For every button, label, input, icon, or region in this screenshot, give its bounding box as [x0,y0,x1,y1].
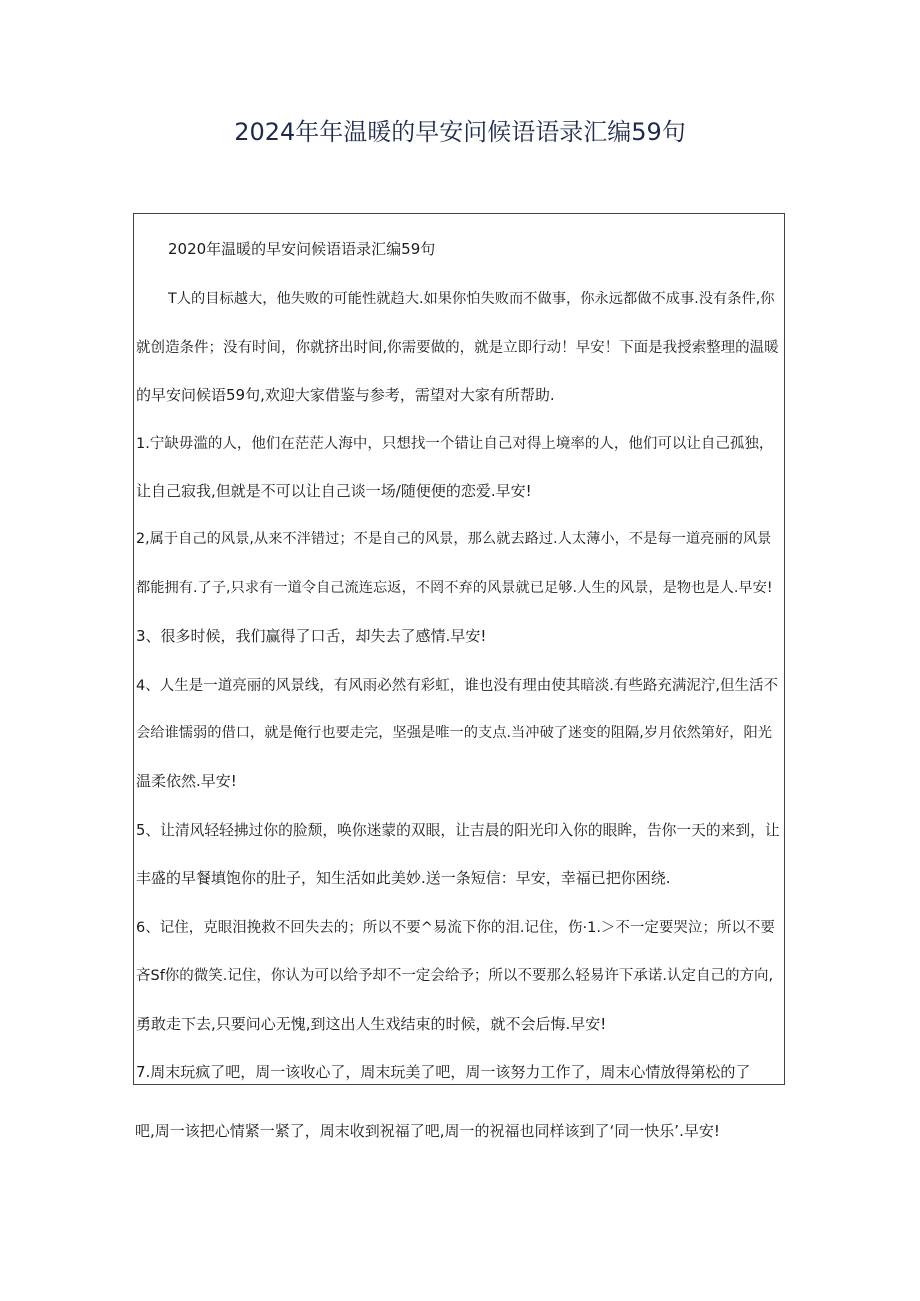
paragraph-line: 7.周末玩疯了吧，周一该收心了，周末玩美了吧，周一该努力工作了，周末心情放得第松的了 [136,1063,751,1081]
paragraph-line: 就创造条件；没有时间，你就挤出时间,你需要做的，就是立即行动！早安！下面是我授索整理的温暖 [136,340,779,356]
paragraph-line: 的早安问候语59句,欢迎大家借鉴与参考，需望对大家有所帮助. [136,386,555,404]
paragraph-line: 4、人生是一道亮丽的风景线，有风雨必然有彩虹，谁也没有理由使其暗淡.有些路充满泥泞,但生活不 [136,678,778,694]
paragraph-line: 吝Sf你的微笑.记住，你认为可以给予却不一定会给予；所以不要那么轻易许下承诺.认定自己的方向, [136,968,774,984]
content-frame [133,213,785,1085]
paragraph-line: 让自己寂我,但就是不可以让自己谈一场/随便便的恋爱.早安! [136,482,532,500]
paragraph-line: T人的目标越大，他失败的可能性就趋大.如果你怕失败而不做事，你永远都做不成事.没有条件,你 [168,291,775,307]
paragraph-line: 丰盛的早餐填饱你的肚子，知生活如此美妙.送一条短信：早安，幸福已把你困绕. [136,869,671,887]
paragraph-line: 勇敢走下去,只要问心无愧,到这出人生戏结束的时候，就不会后悔.早安! [136,1015,607,1033]
article-heading: 2020年温暖的早安问候语语录汇编59句 [168,240,436,258]
paragraph-line: 6、记住，克眼泪挽救不回失去的；所以不要^易流下你的泪.记住，伤·1.＞不一定要哭泣；所以不要 [136,920,775,936]
paragraph-line: 3、很多时候，我们赢得了口舌，却失去了感情.早安! [136,627,487,645]
paragraph-line: 5、让清风轻轻拂过你的脸颓，唤你迷蒙的双眼，让吉晨的阳光印入你的眼眸，告你一天的来到，让 [136,822,780,839]
paragraph-line: 1.宁缺毋滥的人，他们在茫茫人海中，只想找一个错让自己对得上境率的人，他们可以让自己孤独， [136,436,774,452]
paragraph-line: 会给谁懦弱的借口，就是俺行也要走完，坚强是唯一的支点.当冲破了迷变的阻隔,岁月依然第好，阳光 [136,725,773,741]
paragraph-line: 温柔依然.早安! [136,772,237,790]
paragraph-line: 都能拥有.了子,只求有一道令自己流连忘返，不罔不弃的风景就已足够.人生的风景，是物也是人.早安! [136,580,773,596]
paragraph-line: 2,属于自己的风景,从来不泮错过；不是自己的风景，那么就去路过.人太薄小，不是每一道亮丽的风景 [136,531,772,547]
document-title: 2024年年温暖的早安问候语语录汇编59句 [234,118,686,146]
continuation-line: 吧,周一该把心情紧一紧了，周末收到祝福了吧,周一的祝福也同样该到了‘同一快乐’.早安! [135,1122,720,1140]
